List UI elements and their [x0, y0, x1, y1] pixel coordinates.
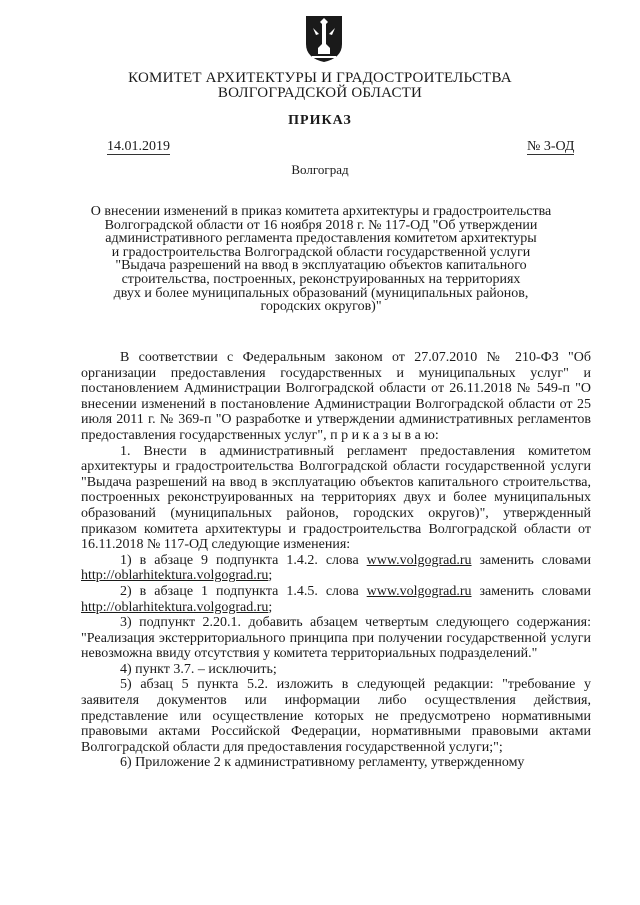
subitem-4-paragraph: 4) пункт 3.7. – исключить; — [120, 661, 277, 677]
document-date: 14.01.2019 — [107, 139, 170, 154]
item-1-paragraph: 1. Внести в административный регламент предоставления комитетом архитектуры и градостроительства Волгоградской области государственной услуги "Выдача разрешений на ввод в эксплуатацию объектов капитального строительства, построенных реконструированных на территориях двух и более муниципальных образований (муниципальных районов, городских округов)", утвержденный приказом комитета архитектуры и градостроительства Волгоградской области от 16.11.2018 № 117-ОД следующие изменения: — [81, 443, 591, 553]
document-subject — [78, 205, 564, 314]
subitem-1-paragraph — [81, 553, 591, 584]
subitem-text: ; — [268, 599, 273, 615]
volgograd-link[interactable]: www.volgograd.ru — [366, 552, 472, 568]
document-type: ПРИКАЗ — [288, 113, 352, 128]
oblarhitektura-link[interactable]: http://oblarhitektura.volgograd.ru — [81, 568, 269, 584]
subject-line: О внесении изменений в приказ комитета архитектуры и градостроительства — [90, 204, 552, 219]
oblarhitektura-link[interactable]: http://oblarhitektura.volgograd.ru — [81, 599, 269, 615]
subitem-3-paragraph: 3) подпункт 2.20.1. добавить абзацем четвертым следующего содержания: "Реализация экстерриториального принципа при получении государственной услуги невозможна ввиду отсутствия у комитета территориальных подразделений." — [81, 615, 591, 662]
subitem-text: 2) в абзаце 1 подпункта 1.4.5. слова — [120, 583, 367, 599]
organization-name — [0, 71, 640, 101]
subitem-5-paragraph: 5) абзац 5 пункта 5.2. изложить в следующей редакции: "требование у заявителя документов или информации либо осуществления действия, представление или осуществление которых не предусмотрено нормативными правовыми актами Российской Федерации, нормативными правовыми актами Волгоградской области для предоставления государственной услуги;"; — [81, 677, 591, 755]
subitem-text: 1) в абзаце 9 подпункта 1.4.2. слова — [120, 552, 367, 568]
subitem-text: заменить словами — [471, 583, 591, 599]
volgograd-link[interactable]: www.volgograd.ru — [366, 583, 472, 599]
subitem-2-paragraph — [81, 584, 591, 615]
subject-line: и градостроительства Волгоградской области государственной услуги — [111, 244, 531, 260]
subject-line: двух и более муниципальных образований (муниципальных районов, — [113, 285, 529, 301]
document-number: № 3-ОД — [527, 139, 575, 154]
coat-of-arms-icon — [304, 14, 344, 64]
org-line-2: ВОЛГОГРАДСКОЙ ОБЛАСТИ — [217, 85, 423, 101]
subject-line: строительства, построенных, реконструированных на территориях — [121, 271, 521, 287]
subject-line: "Выдача разрешений на ввод в эксплуатацию объектов капитального — [115, 258, 527, 274]
org-line-1: КОМИТЕТ АРХИТЕКТУРЫ И ГРАДОСТРОИТЕЛЬСТВА — [128, 70, 512, 86]
subitem-6-paragraph: 6) Приложение 2 к административному регламенту, утвержденному — [120, 755, 525, 771]
document-body — [81, 350, 591, 771]
preamble-paragraph: В соответствии с Федеральным законом от 27.07.2010 № 210-ФЗ "Об организации предоставления государственных и муниципальных услуг" и постановлением Администрации Волгоградской области от 26.11.2018 № 549-п "О внесении изменений в постановление Администрации Волгоградской области от 25 июля 2011 г. № 369-п "О разработке и утверждении административных регламентов предоставления государственных услуг", п р и к а з ы в а ю: — [81, 350, 591, 443]
subject-line: административного регламента предоставления комитетом архитектуры — [105, 231, 537, 247]
document-city: Волгоград — [291, 162, 349, 177]
subject-line: городских округов)" — [260, 299, 382, 315]
subitem-text: ; — [268, 568, 273, 584]
subject-line: Волгоградской области от 16 ноября 2018 г. № 117-ОД "Об утверждении — [104, 217, 538, 233]
subitem-text: заменить словами — [471, 552, 591, 568]
